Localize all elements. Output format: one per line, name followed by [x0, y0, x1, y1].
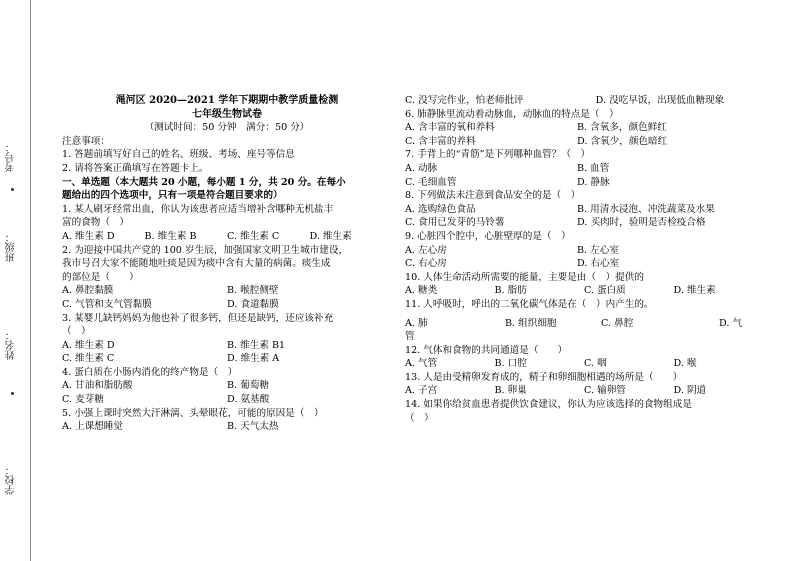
option: B. 用清水浸泡、冲洗蔬菜及水果	[577, 203, 715, 215]
question-11: 11. 人呼吸时，呼出的二氧化碳气体是在（ ）内产生的。	[405, 298, 654, 310]
option: C. 含丰富的养料	[405, 135, 476, 147]
right-column	[405, 94, 763, 425]
option: B. 葡萄糖	[227, 380, 269, 392]
option: B. 组织细胞	[505, 317, 557, 329]
question-9: 9. 心脏四个腔中，心脏壁厚的是（ ）	[405, 230, 571, 242]
option: D. 维生素	[673, 285, 716, 297]
option: C. 输卵管	[584, 385, 626, 397]
question-4: 4. 蛋白质在小肠内消化的终产物是（ ）	[62, 366, 238, 378]
options-row	[62, 393, 392, 407]
option: C. 食用已发芽的马铃薯	[405, 217, 505, 229]
question-1: 富的食物（ ）	[62, 217, 130, 229]
option: C. 维生素 C	[227, 230, 280, 242]
question-14: 14. 如果你给贫血患者提供饮食建议，你认为应该选择的食物组成是	[405, 399, 692, 411]
options-row	[405, 162, 763, 176]
section-heading: 题给出的四个选项中，只有一项是符合题目要求的）	[62, 190, 283, 202]
options-row	[405, 257, 763, 271]
question-10: 10. 人体生命活动所需要的能量，主要是由（ ）提供的	[405, 271, 644, 283]
question-14: （ ）	[405, 412, 434, 424]
option-continuation: 管	[405, 331, 415, 343]
option: B. 血管	[577, 162, 610, 174]
options-row	[62, 284, 392, 298]
option: C. 咽	[584, 358, 607, 370]
question-12: 12. 气体和食物的共同通道是（ ）	[405, 344, 568, 356]
options-row	[405, 244, 763, 258]
option: A. 选购绿色食品	[405, 203, 476, 215]
option: B. 口腔	[494, 358, 527, 370]
options-row	[405, 317, 763, 331]
binding-margin	[0, 0, 31, 561]
option: A. 鼻腔黏膜	[62, 285, 114, 297]
option: C. 麦芽糖	[62, 394, 104, 406]
option: C. 没写完作业，怕老师批评	[405, 95, 524, 106]
option: C. 气管和支气管黏膜	[62, 298, 152, 310]
margin-dot	[11, 392, 14, 395]
exam-time-score: （测试时间：50 分钟 满分：50 分）	[144, 122, 310, 134]
options-row	[405, 135, 763, 149]
option: D. 含氧少，颜色暗红	[577, 135, 668, 147]
exam-subtitle: 七年级生物试卷	[192, 108, 262, 120]
option: B. 喉腔侧壁	[227, 285, 279, 297]
question-13: 13. 人是由受精卵发育成的，精子和卵细胞相遇的场所是（ ）	[405, 371, 683, 383]
option: A. 气管	[405, 358, 438, 370]
option: A. 维生素 D	[62, 230, 115, 242]
option: B. 卵巢	[494, 385, 527, 397]
option: C. 蛋白质	[584, 285, 626, 297]
options-row	[405, 216, 763, 230]
option: A. 维生素 D	[62, 339, 115, 351]
option: A. 动脉	[405, 162, 438, 174]
option: A. 上课想睡觉	[62, 421, 123, 433]
note-item: 2. 请将答案正确填写在答题卡上。	[62, 162, 209, 174]
options-row	[405, 121, 763, 135]
question-2: 的部位是（ ）	[62, 271, 139, 283]
option: B. 含氧多，颜色鲜红	[577, 122, 667, 134]
name-label: 姓名：	[6, 330, 17, 360]
option: B. 左心室	[577, 244, 619, 256]
options-row	[62, 379, 392, 393]
options-row	[405, 94, 763, 108]
option: A. 子宫	[405, 385, 438, 397]
options-row	[405, 176, 763, 190]
option: C. 鼻腔	[601, 317, 634, 329]
question-8: 8. 下列做法未注意到食品安全的是（ ）	[405, 190, 581, 202]
option: D. 气	[719, 317, 743, 329]
exam-number-label: 考号：	[6, 142, 17, 172]
school-label: 学校：	[6, 465, 17, 495]
option: D. 维生素	[309, 230, 352, 242]
option: D. 右心室	[577, 258, 620, 270]
options-row	[62, 298, 392, 312]
class-label: 班级：	[6, 232, 17, 262]
question-6: 6. 肺静脉里流动着动脉血，动脉血的特点是（ ）	[405, 108, 619, 120]
option: B. 维生素 B1	[227, 339, 286, 351]
option: A. 糖类	[405, 285, 438, 297]
option: D. 阴道	[673, 385, 707, 397]
question-3: 3. 某婴儿缺钙妈妈为他也补了很多钙，但还是缺钙，还应该补充	[62, 312, 334, 324]
question-3: （ ）	[62, 326, 91, 338]
options-row	[405, 384, 763, 398]
option: D. 静脉	[577, 176, 610, 188]
note-item: 1. 答题前填写好自己的姓名、班级、考场、座号等信息	[62, 149, 295, 161]
notes-heading: 注意事项：	[62, 135, 110, 147]
option: C. 毛细血管	[405, 176, 457, 188]
option: D. 买肉时，验明是否检疫合格	[577, 217, 706, 229]
option: A. 甘油和脂肪酸	[62, 380, 133, 392]
options-row	[62, 420, 392, 434]
question-7: 7. 手背上的“青筋”是下列哪种血管？（ ）	[405, 149, 591, 161]
option: A. 肺	[405, 317, 428, 329]
option: B. 维生素 B	[144, 230, 197, 242]
question-5: 5. 小强上课时突然大汗淋漓、头晕眼花，可能的原因是（ ）	[62, 407, 324, 419]
option: C. 右心房	[405, 258, 447, 270]
option: A. 含丰富的氧和养料	[405, 122, 495, 134]
exam-title: 渑河区 2020—2021 学年下期期中教学质量检测	[115, 95, 339, 106]
option: D. 喉	[673, 358, 697, 370]
option: C. 维生素 C	[62, 353, 115, 365]
option: D. 没吃早饭，出现低血糖现象	[595, 95, 725, 106]
option: D. 氨基酸	[227, 394, 270, 406]
section-heading: 一、单选题（本大题共 20 小题，每小题 1 分，共 20 分。在每小	[62, 176, 346, 188]
options-row	[405, 203, 763, 217]
options-row	[62, 230, 392, 244]
options-row	[405, 357, 763, 371]
option: D. 食道黏膜	[227, 298, 279, 310]
option: B. 脂肪	[494, 285, 527, 297]
left-column	[62, 94, 392, 434]
option: D. 维生素 A	[227, 353, 280, 365]
option: A. 左心房	[405, 244, 447, 256]
question-2: 2. 为迎接中国共产党的 100 岁生辰，加强国家文明卫生城市建设，	[62, 244, 349, 256]
option: B. 天气太热	[227, 421, 279, 433]
question-1: 1. 某人刷牙经常出血，你认为该患者应适当增补含哪种无机盐丰	[62, 203, 334, 215]
options-row	[62, 339, 392, 353]
margin-dot	[11, 188, 14, 191]
options-row	[405, 284, 763, 298]
options-row	[62, 352, 392, 366]
question-2: 我市号召大家不能随地吐痰是因为痰中含有大量的病菌。痰生成	[62, 258, 331, 270]
